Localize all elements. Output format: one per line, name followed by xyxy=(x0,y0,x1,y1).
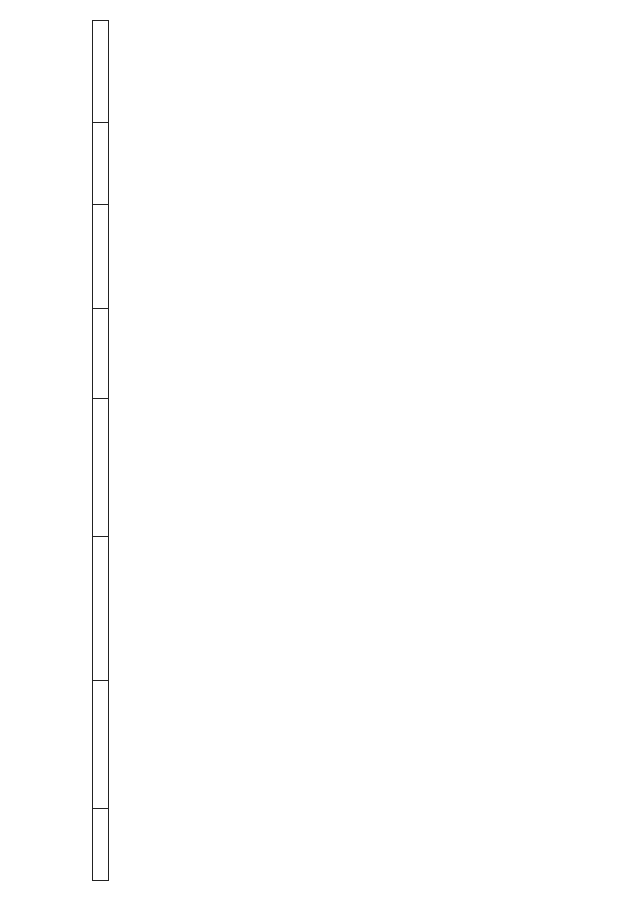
funding-table xyxy=(92,20,109,881)
header-cell xyxy=(93,809,109,881)
header-cell xyxy=(93,205,109,309)
rotated-table-frame xyxy=(92,21,597,881)
header-cell xyxy=(93,537,109,681)
header-cell xyxy=(93,399,109,537)
header-cell xyxy=(93,123,109,205)
header-cell xyxy=(93,21,109,123)
header-cell xyxy=(93,309,109,399)
header-cell xyxy=(93,681,109,809)
column-number-row xyxy=(93,21,109,881)
